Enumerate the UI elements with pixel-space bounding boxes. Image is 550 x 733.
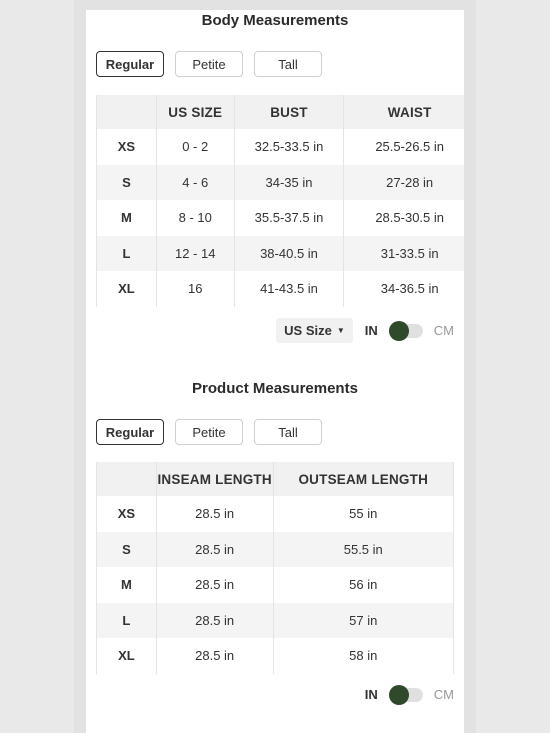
header-size [97, 462, 157, 496]
size-guide-panel [86, 10, 464, 733]
product-measurements-title: Product Measurements [192, 380, 358, 397]
size-label: S [97, 165, 157, 201]
outseam-cell: 57 in [273, 603, 453, 639]
table-row [97, 638, 454, 674]
body-measurements-title: Body Measurements [201, 12, 349, 29]
unit-in-label: IN [364, 687, 378, 702]
table-row [97, 567, 454, 603]
us-size-cell: 4 - 6 [156, 165, 234, 201]
size-label: S [97, 532, 157, 568]
size-label: L [97, 603, 157, 639]
waist-cell: 27-28 in [344, 165, 464, 201]
table-row [97, 496, 454, 532]
size-system-dropdown[interactable] [276, 318, 353, 343]
unit-toggle[interactable] [389, 688, 423, 702]
inseam-cell: 28.5 in [156, 567, 273, 603]
unit-cm-label: CM [433, 323, 454, 338]
table-row [97, 532, 454, 568]
body-fit-tabs [96, 51, 322, 77]
waist-cell: 25.5-26.5 in [344, 129, 464, 165]
us-size-cell: 12 - 14 [156, 236, 234, 272]
inseam-cell: 28.5 in [156, 638, 273, 674]
header-outseam: OUTSEAM LENGTH [273, 462, 453, 496]
body-unit-controls [276, 318, 454, 343]
size-label: M [97, 567, 157, 603]
body-tab-tall[interactable]: Tall [254, 51, 322, 77]
table-row [97, 236, 465, 272]
outseam-cell: 58 in [273, 638, 453, 674]
outseam-cell: 55.5 in [273, 532, 453, 568]
us-size-cell: 8 - 10 [156, 200, 234, 236]
caret-down-icon: ▼ [336, 326, 345, 335]
product-measurements-table [96, 462, 454, 674]
toggle-knob [389, 685, 409, 705]
product-unit-controls [365, 687, 454, 702]
bust-cell: 32.5-33.5 in [234, 129, 344, 165]
inseam-cell: 28.5 in [156, 496, 273, 532]
size-label: XL [97, 271, 157, 307]
body-tab-regular[interactable]: Regular [96, 51, 164, 77]
bust-cell: 38-40.5 in [234, 236, 344, 272]
waist-cell: 34-36.5 in [344, 271, 464, 307]
table-row [97, 200, 465, 236]
table-row [97, 271, 465, 307]
body-measurements-table [96, 95, 464, 307]
size-system-value: US Size [284, 323, 332, 338]
bust-cell: 41-43.5 in [234, 271, 344, 307]
size-label: L [97, 236, 157, 272]
table-row [97, 165, 465, 201]
waist-cell: 31-33.5 in [344, 236, 464, 272]
outseam-cell: 56 in [273, 567, 453, 603]
header-us-size: US SIZE [156, 95, 234, 129]
header-size [97, 95, 157, 129]
bust-cell: 34-35 in [234, 165, 344, 201]
table-header-row [97, 95, 465, 129]
table-row [97, 603, 454, 639]
outseam-cell: 55 in [273, 496, 453, 532]
table-row [97, 129, 465, 165]
waist-cell: 28.5-30.5 in [344, 200, 464, 236]
size-label: M [97, 200, 157, 236]
us-size-cell: 0 - 2 [156, 129, 234, 165]
bust-cell: 35.5-37.5 in [234, 200, 344, 236]
unit-cm-label: CM [433, 687, 454, 702]
us-size-cell: 16 [156, 271, 234, 307]
inseam-cell: 28.5 in [156, 532, 273, 568]
toggle-knob [389, 321, 409, 341]
product-tab-regular[interactable]: Regular [96, 419, 164, 445]
header-waist: WAIST [344, 95, 464, 129]
table-header-row [97, 462, 454, 496]
body-tab-petite[interactable]: Petite [175, 51, 243, 77]
product-tab-tall[interactable]: Tall [254, 419, 322, 445]
product-tab-petite[interactable]: Petite [175, 419, 243, 445]
product-fit-tabs [96, 419, 322, 445]
unit-toggle[interactable] [389, 324, 423, 338]
header-inseam: INSEAM LENGTH [156, 462, 273, 496]
size-label: XL [97, 638, 157, 674]
inseam-cell: 28.5 in [156, 603, 273, 639]
size-label: XS [97, 129, 157, 165]
header-bust: BUST [234, 95, 344, 129]
unit-in-label: IN [364, 323, 378, 338]
size-label: XS [97, 496, 157, 532]
